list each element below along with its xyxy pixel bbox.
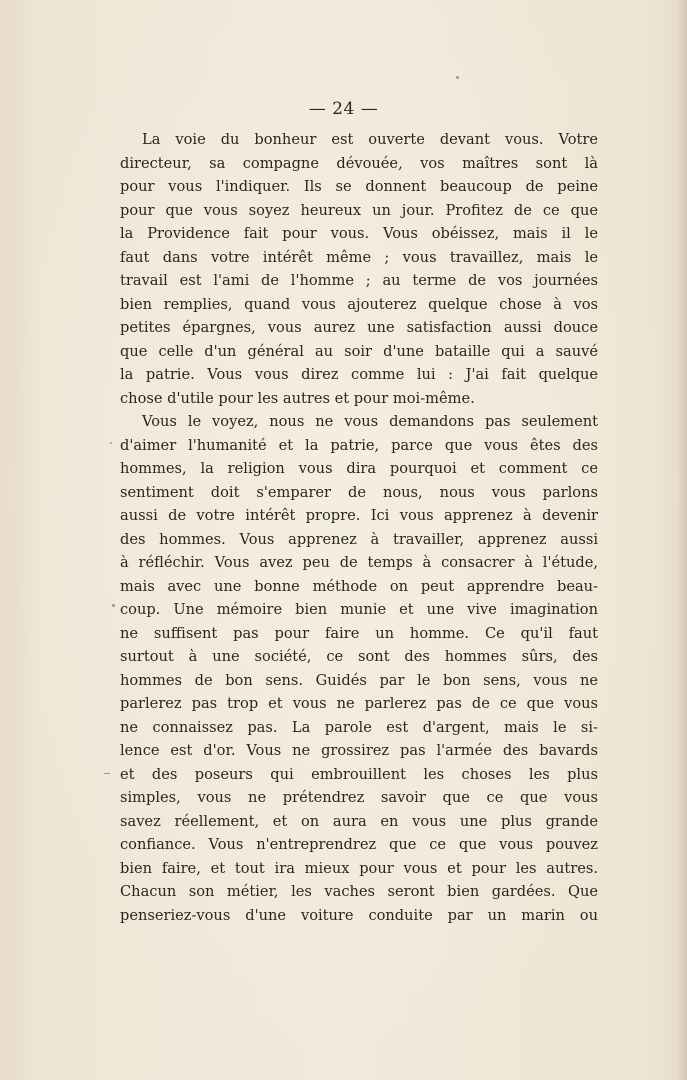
- paper-speck: [110, 442, 112, 444]
- page-number: — 24 —: [308, 99, 379, 119]
- text-line: faut dans votre intérêt même ; vous travaillez, mais le: [120, 248, 598, 266]
- paper-speck: [456, 76, 459, 79]
- text-line: ne suffisent pas pour faire un homme. Ce qu'il faut: [120, 624, 598, 642]
- text-line: travail est l'ami de l'homme ; au terme de vos journées: [120, 272, 598, 289]
- text-line: bien remplies, quand vous ajouterez quelque chose à vos: [120, 295, 598, 313]
- text-line: et des poseurs qui embrouillent les choses les plus: [120, 765, 598, 783]
- text-line: pour que vous soyez heureux un jour. Profitez de ce que: [120, 201, 598, 219]
- text-line: bien faire, et tout ira mieux pour vous et pour les autres.: [120, 859, 598, 877]
- text-line: confiance. Vous n'entreprendrez que ce que vous pouvez: [120, 836, 598, 853]
- paper-speck: [104, 773, 110, 774]
- text-line: la patrie. Vous vous direz comme lui : J'ai fait quelque: [120, 366, 598, 383]
- text-line: La voie du bonheur est ouverte devant vous. Votre: [142, 131, 598, 148]
- text-line: savez réellement, et on aura en vous une plus grande: [120, 812, 598, 830]
- text-line: penseriez-vous d'une voiture conduite par un marin ou: [120, 906, 598, 924]
- text-line: lence est d'or. Vous ne grossirez pas l'armée des bavards: [120, 742, 598, 759]
- text-line: hommes, la religion vous dira pourquoi et comment ce: [120, 460, 598, 477]
- text-line: aussi de votre intérêt propre. Ici vous apprenez à devenir: [120, 507, 598, 524]
- text-line: surtout à une société, ce sont des hommes sûrs, des: [120, 648, 598, 665]
- text-line: Vous le voyez, nous ne vous demandons pas seulement: [142, 413, 598, 430]
- text-line: la Providence fait pour vous. Vous obéissez, mais il le: [120, 225, 598, 242]
- text-line: hommes de bon sens. Guidés par le bon sens, vous ne: [120, 671, 598, 689]
- text-line: coup. Une mémoire bien munie et une vive imagination: [120, 601, 598, 618]
- text-line: ne connaissez pas. La parole est d'argent, mais le si-: [120, 718, 598, 736]
- text-line: mais avec une bonne méthode on peut apprendre beau-: [120, 577, 598, 595]
- page-edge-shadow: [677, 0, 687, 1080]
- text-line: Chacun son métier, les vaches seront bien gardées. Que: [120, 883, 598, 900]
- text-line: à réfléchir. Vous avez peu de temps à consacrer à l'étude,: [120, 554, 598, 571]
- text-line: d'aimer l'humanité et la patrie, parce que vous êtes des: [120, 436, 598, 454]
- text-line: pour vous l'indiquer. Ils se donnent beaucoup de peine: [120, 178, 598, 195]
- text-line: que celle d'un général au soir d'une bataille qui a sauvé: [120, 342, 598, 360]
- text-line: des hommes. Vous apprenez à travailler, apprenez aussi: [120, 530, 598, 548]
- text-line: parlerez pas trop et vous ne parlerez pas de ce que vous: [120, 695, 598, 712]
- text-line: sentiment doit s'emparer de nous, nous vous parlons: [120, 483, 598, 501]
- text-line: directeur, sa compagne dévouée, vos maîtres sont là: [120, 154, 598, 172]
- body-text: [120, 128, 598, 927]
- text-line: chose d'utile pour les autres et pour moi-même.: [120, 389, 475, 407]
- text-line: simples, vous ne prétendrez savoir que ce que vous: [120, 789, 598, 806]
- paper-speck: [112, 604, 115, 607]
- text-line: petites épargnes, vous aurez une satisfaction aussi douce: [120, 319, 598, 336]
